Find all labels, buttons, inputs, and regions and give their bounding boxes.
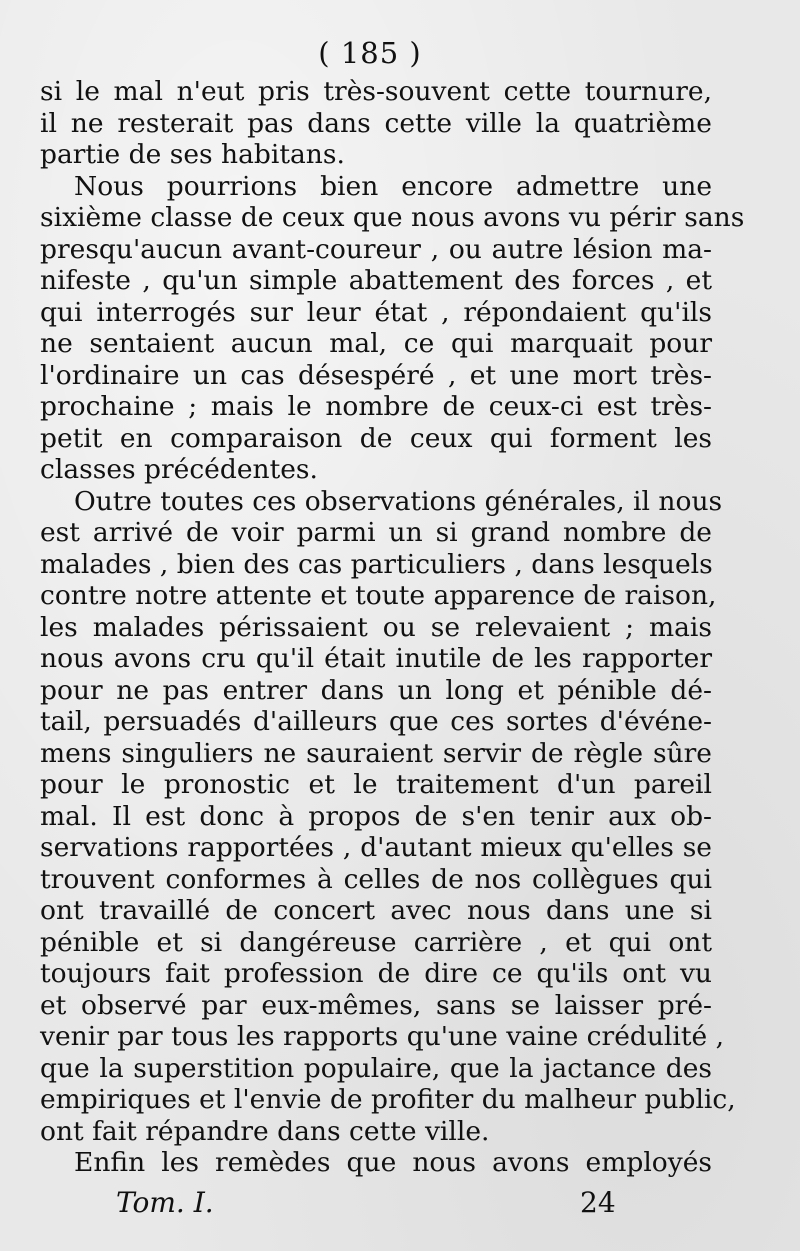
text-line: sixième classe de ceux que nous avons vu périr sans [40,202,745,233]
text-line: les malades périssaient ou se relevaient ; mais [40,611,712,643]
page-footer [0,1186,800,1220]
text-line: nifeste , qu'un simple abattement des forces , et [40,265,712,296]
text-line: malades , bien des cas particuliers , dans lesquels [40,548,713,580]
text-line: presqu'aucun avant-coureur , ou autre lésion ma- [40,233,712,265]
text-line: ont fait répandre dans cette ville. [40,1115,490,1147]
text-line: que la superstition populaire, que la jactance des [40,1052,712,1084]
text-line: classes précédentes. [40,454,318,485]
body-text [40,76,745,1179]
text-line: Nous pourrions bien encore admettre une [74,170,712,202]
text-line: et observé par eux-mêmes, sans se laisser pré- [40,989,712,1021]
text-line: qui interrogés sur leur état , répondaient qu'ils [40,296,712,328]
text-line: ne sentaient aucun mal, ce qui marquait pour [40,328,712,359]
text-line: pour le pronostic et le traitement d'un pareil [40,769,712,800]
text-line: Enfin les remèdes que nous avons employés [74,1147,712,1178]
text-line: pénible et si dangéreuse carrière , et qui ont [40,926,712,958]
text-line: l'ordinaire un cas désespéré , et une mort très- [40,359,712,391]
text-line: nous avons cru qu'il était inutile de les rapporter [40,643,712,674]
text-line: partie de ses habitans. [40,139,345,170]
text-line: venir par tous les rapports qu'une vaine crédulité , [40,1021,725,1052]
text-line: toujours fait profession de dire ce qu'ils ont vu [40,958,712,989]
text-line: Outre toutes ces observations générales, il nous [74,485,723,517]
text-line: pour ne pas entrer dans un long et pénible dé- [40,674,712,706]
text-line: petit en comparaison de ceux qui forment les [40,422,712,454]
text-line: il ne resterait pas dans cette ville la quatrième [40,107,712,139]
text-line: contre notre attente et toute apparence de raison, [40,580,717,611]
text-line: trouvent conformes à celles de nos collègues qui [40,863,712,895]
volume-signature: Tom. I. [116,1186,214,1219]
text-line: mens singuliers ne sauraient servir de règle sûre [40,737,712,769]
text-line: prochaine ; mais le nombre de ceux-ci est très- [40,391,712,422]
text-line: mal. Il est donc à propos de s'en tenir aux ob- [40,800,712,832]
text-line: ont travaillé de concert avec nous dans une si [40,895,712,926]
text-line: empiriques et l'envie de profiter du malheur public, [40,1084,736,1115]
page-number: ( 185 ) [318,36,422,70]
text-line: est arrivé de voir parmi un si grand nombre de [40,517,712,548]
text-line: si le mal n'eut pris très-souvent cette tournure, [40,76,712,107]
text-line: servations rapportées , d'autant mieux qu'elles se [40,832,712,863]
signature-mark: 24 [580,1186,616,1219]
text-line: tail, persuadés d'ailleurs que ces sortes d'événe- [40,706,712,737]
